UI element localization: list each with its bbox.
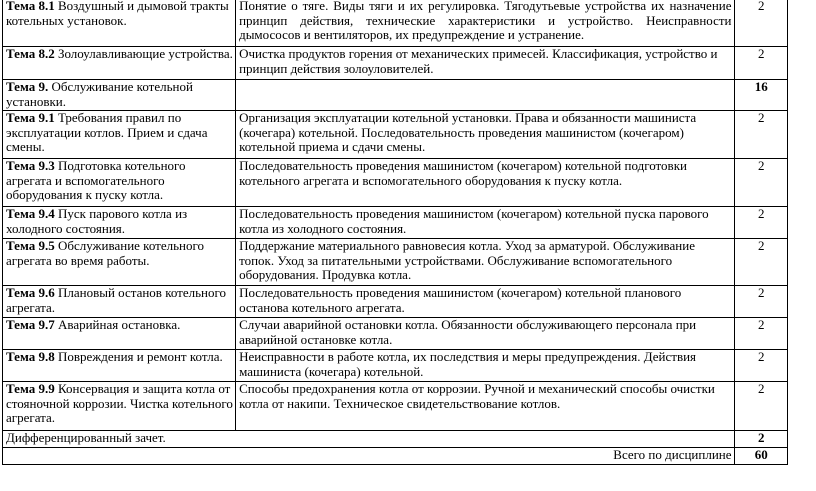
topic-title: Подготовка котельного агрегата и вспомогательного оборудования к пуску котла. bbox=[6, 158, 186, 202]
content-cell: Организация эксплуатации котельной установки. Права и обязанности машиниста (кочегара) котельной. Последовательность проведения машинистом (кочегаром) котельной приема и сдачи смены. bbox=[236, 111, 734, 159]
content-cell: Поддержание материального равновесия котла. Уход за арматурой. Обслуживание топок. Уход за питательными устройствами. Обслуживание вспомогательного оборудования. Продувка котла. bbox=[236, 239, 734, 286]
curriculum-table bbox=[2, 0, 788, 465]
content-cell: Способы предохранения котла от коррозии. Ручной и механический способы очистки котла от накипи. Техническое свидетельствование котлов. bbox=[236, 382, 734, 431]
topic-cell bbox=[3, 159, 236, 207]
topic-cell bbox=[3, 111, 236, 159]
hours-cell: 2 bbox=[734, 350, 787, 382]
table-row bbox=[3, 286, 788, 318]
topic-cell bbox=[3, 47, 236, 80]
content-cell: Неисправности в работе котла, их последствия и меры предупреждения. Действия машиниста (кочегара) котельной. bbox=[236, 350, 734, 382]
topic-code: Тема 8.1 bbox=[6, 0, 55, 13]
table-row bbox=[3, 318, 788, 350]
topic-title: Воздушный и дымовой тракты котельных установок. bbox=[6, 0, 229, 28]
table-row bbox=[3, 0, 788, 47]
topic-code: Тема 9.5 bbox=[6, 238, 55, 253]
topic-cell bbox=[3, 239, 236, 286]
topic-title: Обслуживание котельной установки. bbox=[6, 79, 193, 109]
topic-code: Тема 9.7 bbox=[6, 317, 55, 332]
topic-cell bbox=[3, 0, 236, 47]
topic-title: Аварийная остановка. bbox=[54, 317, 181, 332]
topic-title: Золоулавливающие устройства. bbox=[54, 46, 233, 61]
hours-cell: 2 bbox=[734, 239, 787, 286]
content-cell: Понятие о тяге. Виды тяги и их регулировка. Тягодутьевые устройства их назначение принцип действия, технические характеристики и устройство. Неисправности дымососов и вентиляторов, их предупреждение и устранение. bbox=[236, 0, 734, 47]
hours-cell: 2 bbox=[734, 0, 787, 47]
table-row bbox=[3, 111, 788, 159]
topic-title: Консервация и защита котла от стояночной коррозии. Чистка котельного агрегата. bbox=[6, 381, 233, 425]
total-hours: 60 bbox=[734, 448, 787, 465]
topic-code: Тема 9.9 bbox=[6, 381, 55, 396]
exam-row bbox=[3, 431, 788, 448]
hours-cell: 2 bbox=[734, 47, 787, 80]
content-cell: Последовательность проведения машинистом (кочегаром) котельной пуска парового котла из холодного состояния. bbox=[236, 207, 734, 239]
table-row bbox=[3, 47, 788, 80]
content-cell: Очистка продуктов горения от механических примесей. Классификация, устройство и принцип действия золоуловителей. bbox=[236, 47, 734, 80]
topic-code: Тема 9.1 bbox=[6, 110, 55, 125]
topic-cell bbox=[3, 318, 236, 350]
content-cell: Случаи аварийной остановки котла. Обязанности обслуживающего персонала при аварийной остановке котла. bbox=[236, 318, 734, 350]
table-row bbox=[3, 80, 788, 111]
content-cell: Последовательность проведения машинистом (кочегаром) котельной планового останова котельного агрегата. bbox=[236, 286, 734, 318]
content-cell bbox=[236, 80, 734, 111]
topic-cell bbox=[3, 207, 236, 239]
hours-cell: 2 bbox=[734, 382, 787, 431]
topic-title: Плановый останов котельного агрегата. bbox=[6, 285, 227, 315]
topic-code: Тема 9.3 bbox=[6, 158, 55, 173]
content-cell: Последовательность проведения машинистом (кочегаром) котельной подготовки котельного агрегата и вспомогательного оборудования к пуску котла. bbox=[236, 159, 734, 207]
topic-title: Пуск парового котла из холодного состояния. bbox=[6, 206, 188, 236]
topic-code: Тема 9. bbox=[6, 79, 49, 94]
exam-hours: 2 bbox=[734, 431, 787, 448]
hours-cell: 2 bbox=[734, 111, 787, 159]
topic-code: Тема 8.2 bbox=[6, 46, 55, 61]
topic-code: Тема 9.8 bbox=[6, 349, 55, 364]
table-row bbox=[3, 159, 788, 207]
hours-cell: 2 bbox=[734, 286, 787, 318]
topic-cell bbox=[3, 382, 236, 431]
hours-cell: 2 bbox=[734, 159, 787, 207]
topic-title: Требования правил по эксплуатации котлов. Прием и сдача смены. bbox=[6, 110, 208, 154]
total-label: Всего по дисциплине bbox=[3, 448, 735, 465]
exam-label: Дифференцированный зачет. bbox=[3, 431, 735, 448]
table-row bbox=[3, 382, 788, 431]
topic-cell bbox=[3, 80, 236, 111]
topic-cell bbox=[3, 286, 236, 318]
table-row bbox=[3, 350, 788, 382]
table-row bbox=[3, 207, 788, 239]
total-row bbox=[3, 448, 788, 465]
topic-code: Тема 9.4 bbox=[6, 206, 55, 221]
table-row bbox=[3, 239, 788, 286]
topic-title: Обслуживание котельного агрегата во время работы. bbox=[6, 238, 204, 268]
hours-cell: 16 bbox=[734, 80, 787, 111]
hours-cell: 2 bbox=[734, 318, 787, 350]
topic-cell bbox=[3, 350, 236, 382]
topic-code: Тема 9.6 bbox=[6, 285, 55, 300]
hours-cell: 2 bbox=[734, 207, 787, 239]
topic-title: Повреждения и ремонт котла. bbox=[54, 349, 223, 364]
